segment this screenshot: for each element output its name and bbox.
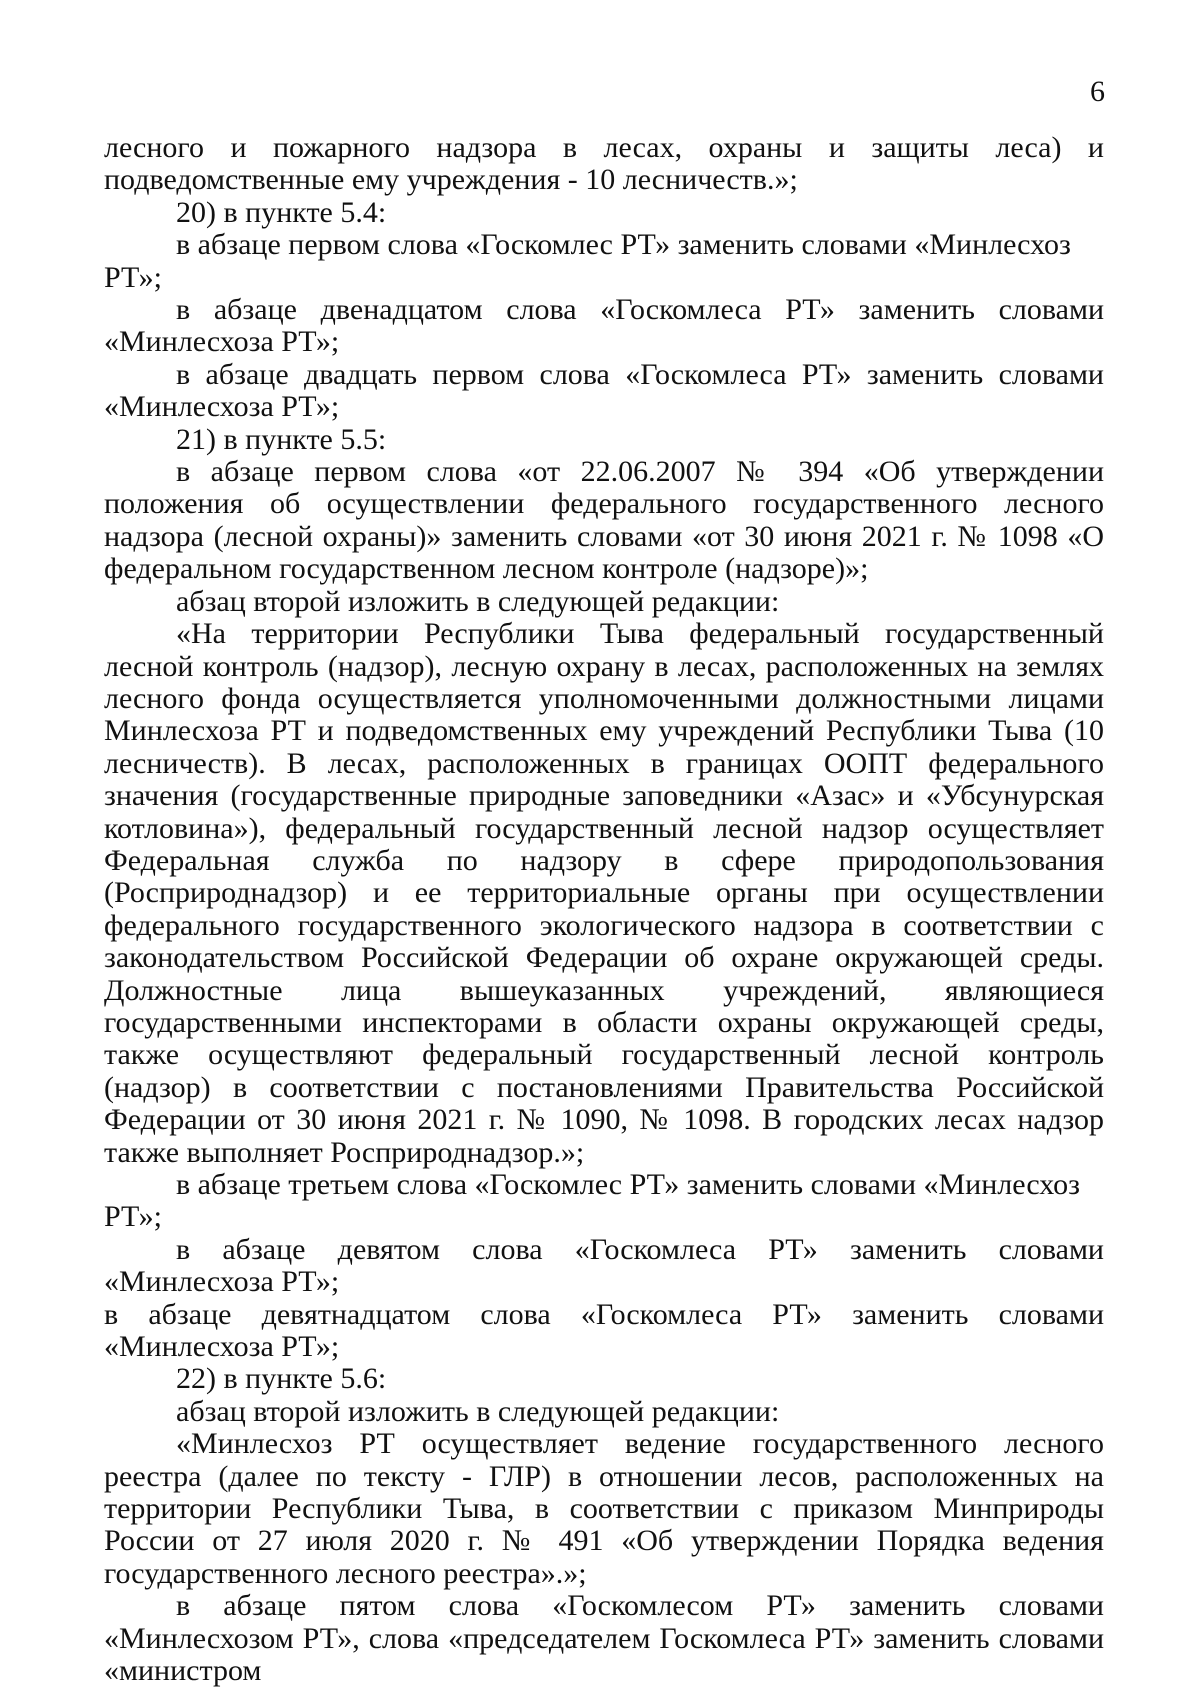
paragraph-5: в абзаце двадцать первом слова «Госкомлеса РТ» заменить словами «Минлесхоза РТ»; xyxy=(104,357,1104,424)
paragraph-1: лесного и пожарного надзора в лесах, охраны и защиты леса) и подведомственные ему учреждения - 10 лесничеств.»; xyxy=(104,131,1104,197)
paragraph-13: 22) в пункте 5.6: xyxy=(176,1362,387,1396)
paragraph-6: 21) в пункте 5.5: xyxy=(176,422,387,456)
paragraph-3: в абзаце первом слова «Госкомлес РТ» заменить словами «Минлесхоз РТ»; xyxy=(104,228,1071,294)
paragraph-8: абзац второй изложить в следующей редакции: xyxy=(176,584,780,618)
paragraph-10: в абзаце третьем слова «Госкомлес РТ» заменить словами «Минлесхоз РТ»; xyxy=(104,1168,1080,1234)
page-number: 6 xyxy=(1090,75,1105,108)
paragraph-14: абзац второй изложить в следующей редакции: xyxy=(176,1394,780,1428)
paragraph-12: в абзаце девятнадцатом слова «Госкомлеса РТ» заменить словами «Минлесхоза РТ»; xyxy=(104,1297,1104,1364)
paragraph-7: в абзаце первом слова «от 22.06.2007 № 394 «Об утверждении положения об осуществлении федерального государственного лесного надзора (лесной охраны)» заменить словами «от 30 июня 2021 г. № 1098 «О федеральном государственном лесном контроле (надзоре)»; xyxy=(104,455,1104,586)
paragraph-9: «На территории Республики Тыва федеральный государственный лесной контроль (надзор), лесную охрану в лесах, расположенных на землях лесного фонда осуществляется уполномоченными должностными лицами Минлесхоза РТ и подведомственных ему учреждений Республики Тыва (10 лесничеств). В лесах, расположенных в границах ООПТ федерального значения (государственные природные заповедники «Азас» и «Убсунурская котловина»), федеральный государственный лесной надзор осуществляет Федеральная служба по надзору в сфере природопользования (Росприроднадзор) и ее территориальные органы при осуществлении федерального государственного экологического надзора в соответствии с законодательством Российской Федерации об охране окружающей среды. Должностные лица вышеуказанных учреждений, являющиеся государственными инспекторами в области охраны окружающей среды, также осуществляют федеральный государственный лесной контроль (надзор) в соответствии с постановлениями Правительства Российской Федерации от 30 июня 2021 г. № 1090, № 1098. В городских лесах надзор также выполняет Росприроднадзор.»; xyxy=(104,617,1104,1169)
paragraph-15: «Минлесхоз РТ осуществляет ведение государственного лесного реестра (далее по тексту - ГЛР) в отношении лесов, расположенных на территории Республики Тыва, в соответствии с приказом Минприроды России от 27 июля 2020 г. № 491 «Об утверждении Порядка ведения государственного лесного реестра».»; xyxy=(104,1427,1104,1590)
paragraph-2: 20) в пункте 5.4: xyxy=(176,195,387,229)
paragraph-11: в абзаце девятом слова «Госкомлеса РТ» заменить словами «Минлесхоза РТ»; xyxy=(104,1232,1104,1299)
document-body xyxy=(104,132,1104,1688)
paragraph-16: в абзаце пятом слова «Госкомлесом РТ» заменить словами «Минлесхозом РТ», слова «председателем Госкомлеса РТ» заменить словами «министром xyxy=(104,1589,1104,1688)
paragraph-4: в абзаце двенадцатом слова «Госкомлеса РТ» заменить словами «Минлесхоза РТ»; xyxy=(104,293,1104,359)
